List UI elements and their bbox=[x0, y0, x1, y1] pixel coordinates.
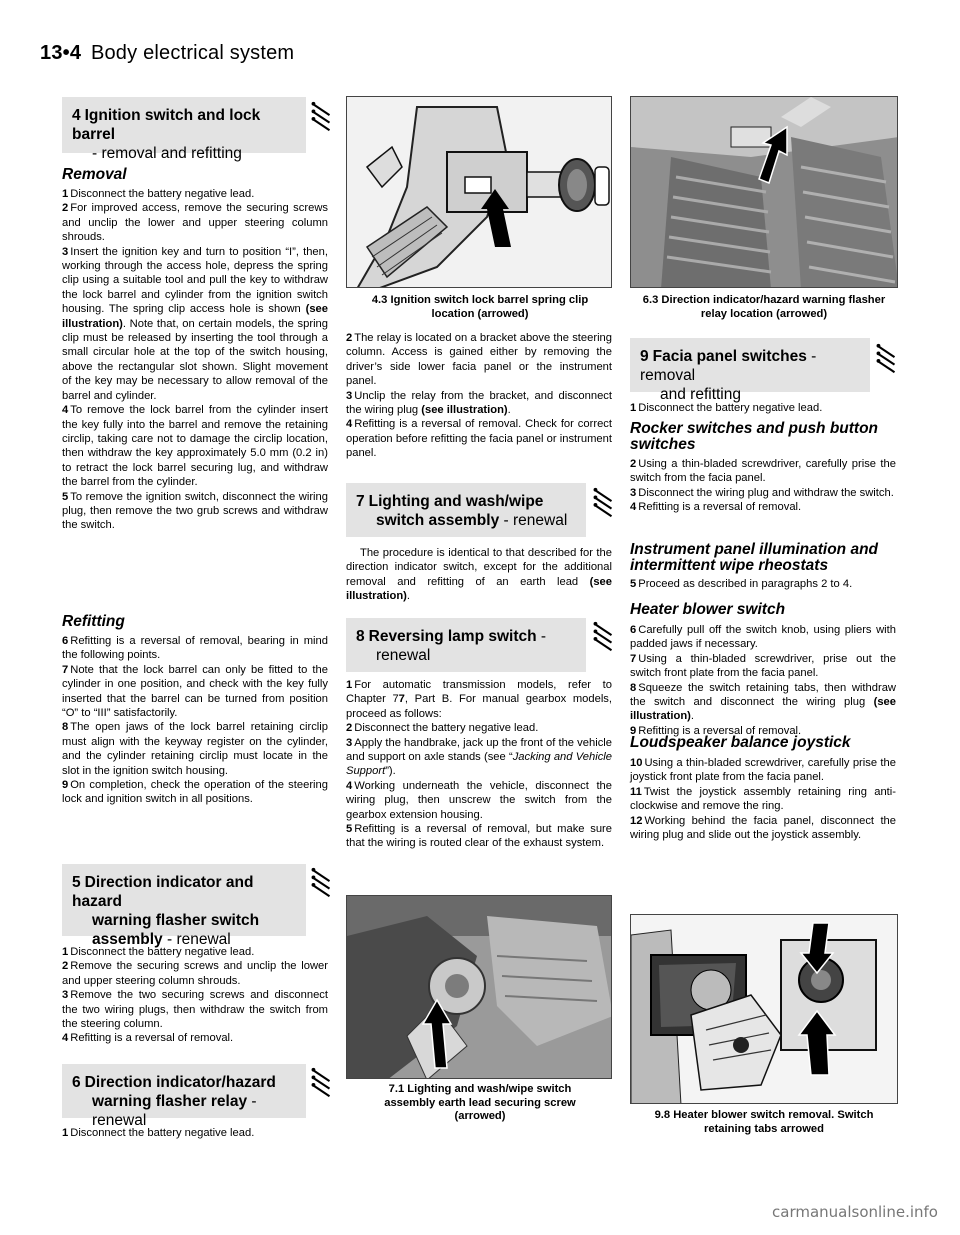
section-9-text-2: 2 Using a thin-bladed screwdriver, carefully prise the switch from the facia panel. 3 Disconnect the wiring plug and withdraw the switch. 4 Refitting is a reversal of removal. bbox=[630, 458, 896, 514]
section-6-text-start: 1 Disconnect the battery negative lead. bbox=[62, 1127, 255, 1139]
page-header bbox=[40, 42, 294, 65]
figure-7-1-caption: 7.1 Lighting and wash/wipe switch assembly earth lead securing screw (arrowed) bbox=[384, 1083, 576, 1122]
difficulty-wrench-icon bbox=[308, 866, 334, 900]
difficulty-wrench-icon bbox=[590, 486, 616, 520]
figure-4-3-image bbox=[346, 96, 612, 288]
section-9-heading: 9 Facia panel switches - removal and refitting bbox=[630, 338, 870, 392]
section-4-refitting-text: 6 Refitting is a reversal of removal, bearing in mind the following points. 7 Note that the lock barrel can only be fitted to the cylinder in one position, and check with the key fully inserted that the barrel can be turned from position “O” to “III” satisfactorily. 8 The open jaws of the lock barrel retaining circlip must align with the keyway register on the cylinder, and the cylinder retaining circlip must locate in the slot in the ignition switch housing. 9 On completion, check the operation of the steering lock and ignition switch in all positions. bbox=[62, 635, 328, 806]
section-5-text: 1 Disconnect the battery negative lead. 2 Remove the securing screws and unclip the lower and upper steering column shrouds. 3 Remove the two securing screws and disconnect the two wiring plugs, then withdraw the switch from the steering column. 4 Refitting is a reversal of removal. bbox=[62, 946, 328, 1045]
figure-7-1-image bbox=[346, 895, 612, 1079]
refitting-heading: Refitting bbox=[62, 613, 125, 630]
section-5-heading: 5 Direction indicator and hazard warning flasher switch assembly - renewal bbox=[62, 864, 306, 936]
removal-heading: Removal bbox=[62, 166, 127, 183]
difficulty-wrench-icon bbox=[590, 620, 616, 654]
figure-6-3-image bbox=[630, 96, 898, 288]
section-4-heading: 4 Ignition switch and lock barrel - removal and refitting bbox=[62, 97, 306, 153]
figure-4-3-caption: 4.3 Ignition switch lock barrel spring clip location (arrowed) bbox=[371, 294, 589, 320]
figure-6-3-caption: 6.3 Direction indicator/hazard warning flasher relay location (arrowed) bbox=[642, 294, 886, 320]
section-4-removal-text: 1 Disconnect the battery negative lead. 2 For improved access, remove the securing screws and unclip the lower and upper steering column shrouds. 3 Insert the ignition key and turn to position “I”, then, working through the access hole, depress the spring clip using a suitable tool and pull the key to withdraw the lock barrel and cylinder from the ignition switch housing. The spring clip access hole is shown (see illustration). Note that, on certain models, the spring clip must be released by inserting the tool through a small circular hole at the top of the switch housing, above the rectangular slot shown. Slight movement of the key may be necessary to allow removal of the barrel and cylinder. 4 To remove the lock barrel from the cylinder insert the key fully into the barrel and remove the retaining circlip, taking care not to damage the circlip location, then withdraw the key approximately 5.0 mm (0.2 in) to retract the lock barrel securing lug, and withdraw the barrel from the cylinder. 5 To remove the ignition switch, disconnect the wiring plug, then remove the two grub screws and withdraw the switch. bbox=[62, 188, 328, 532]
section-9-text-4: 6 Carefully pull off the switch knob, using pliers with padded jaws if necessary. 7 Using a thin-bladed screwdriver, prise out the switch front plate from the facia panel. 8 Squeeze the switch retaining tabs, then withdraw the switch and disconnect the wiring plug (see illustration). 9 Refitting is a reversal of removal. bbox=[630, 624, 896, 737]
section-number: 13•4 bbox=[40, 42, 82, 64]
heater-blower-heading: Heater blower switch bbox=[630, 601, 786, 618]
difficulty-wrench-icon bbox=[308, 100, 334, 134]
figure-9-8-caption: 9.8 Heater blower switch removal. Switch retaining tabs arrowed bbox=[654, 1109, 874, 1135]
section-7-heading: 7 Lighting and wash/wipe switch assembly - renewal bbox=[346, 483, 586, 537]
instrument-panel-heading: Instrument panel illumination and intermittent wipe rheostats bbox=[630, 541, 879, 574]
footer-watermark: carmanualsonline.info bbox=[772, 1203, 938, 1221]
page-title: Body electrical system bbox=[90, 42, 295, 64]
figure-9-8-image bbox=[630, 914, 898, 1104]
section-9-text-1: 1 Disconnect the battery negative lead. bbox=[630, 402, 823, 414]
section-9-text-5: 10 Using a thin-bladed screwdriver, carefully prise the joystick front plate from the facia panel. 11 Twist the joystick assembly retaining ring anti-clockwise and remove the ring. 12 Working behind the facia panel, disconnect the wiring plug and slide out the joystick assembly. bbox=[630, 757, 896, 842]
section-8-text: 1 For automatic transmission models, refer to Chapter 77, Part B. For manual gearbox models, proceed as follows: 2 Disconnect the battery negative lead. 3 Apply the handbrake, jack up the front of the vehicle and support on axle stands (see “Jacking and Vehicle Support”). 4 Working underneath the vehicle, disconnect the wiring plug, then unscrew the switch from the gearbox extension housing. 5 Refitting is a reversal of removal, but make sure that the wiring is routed clear of the exhaust system. bbox=[346, 679, 613, 850]
section-6-heading: 6 Direction indicator/hazard warning flasher relay - renewal bbox=[62, 1064, 306, 1118]
difficulty-wrench-icon bbox=[873, 342, 899, 376]
rocker-switches-heading: Rocker switches and push button switches bbox=[630, 420, 879, 453]
section-8-heading: 8 Reversing lamp switch - renewal bbox=[346, 618, 586, 672]
difficulty-wrench-icon bbox=[308, 1066, 334, 1100]
section-9-text-3: 5 Proceed as described in paragraphs 2 to 4. bbox=[630, 578, 853, 590]
section-6-text-cont: 2 The relay is located on a bracket above the steering column. Access is gained either by removing the driver’s side lower facia panel or the instrument panel. 3 Unclip the relay from the bracket, and disconnect the wiring plug (see illustration). 4 Refitting is a reversal of removal. Check for correct operation before refitting the facia panel or instrument panel. bbox=[346, 332, 612, 460]
section-7-text: The procedure is identical to that described for the direction indicator switch, except for the additional removal and refitting of an earth lead (see illustration). bbox=[346, 547, 612, 603]
loudspeaker-joystick-heading: Loudspeaker balance joystick bbox=[630, 734, 851, 751]
